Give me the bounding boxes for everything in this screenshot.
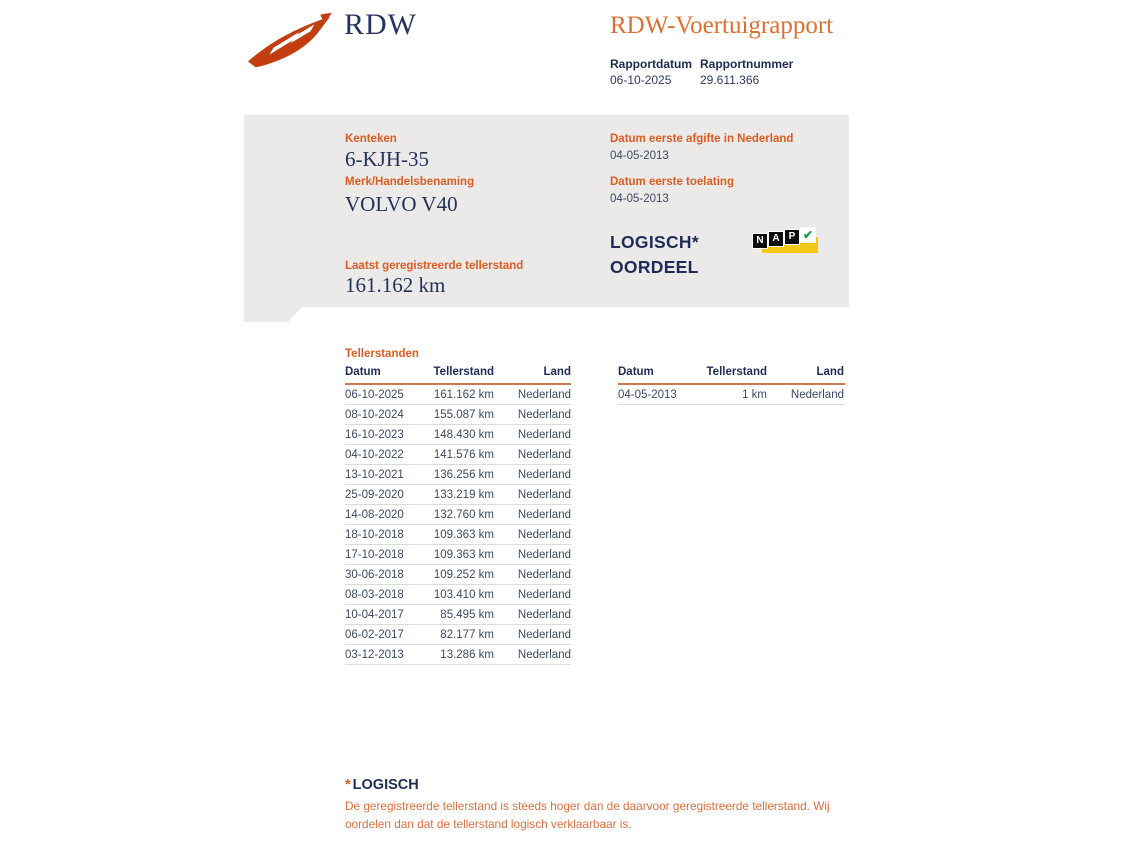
cell-datum: 03-12-2013 [345, 648, 404, 661]
cell-land: Nederland [517, 568, 571, 581]
cell-land: Nederland [517, 648, 571, 661]
report-number-value: 29.611.366 [700, 73, 760, 87]
cell-land: Nederland [517, 608, 571, 621]
cell-tellerstand: 148.430 km [433, 428, 494, 441]
cell-land: Nederland [517, 508, 571, 521]
report-date-value: 06-10-2025 [610, 73, 672, 87]
footnote-asterisk: * [345, 777, 351, 793]
cell-tellerstand: 13.286 km [440, 648, 494, 661]
cell-land: Nederland [517, 468, 571, 481]
footnote-heading [345, 777, 419, 793]
kenteken-label: Kenteken [345, 133, 397, 145]
cell-land: Nederland [517, 628, 571, 641]
cell-tellerstand: 82.177 km [440, 628, 494, 641]
cell-land: Nederland [517, 428, 571, 441]
table-row [345, 645, 571, 665]
cell-tellerstand: 85.495 km [440, 608, 494, 621]
cell-land: Nederland [517, 448, 571, 461]
column-header-tellerstand: Tellerstand [706, 366, 767, 378]
brand-wordmark: RDW [344, 8, 417, 41]
table-row [345, 625, 571, 645]
nap-check-icon: ✔ [800, 227, 816, 243]
cell-land: Nederland [517, 528, 571, 541]
column-header-datum: Datum [618, 366, 654, 378]
cell-tellerstand: 136.256 km [433, 468, 494, 481]
table-row [345, 565, 571, 585]
oordeel-text [610, 230, 699, 280]
cell-datum: 14-08-2020 [345, 508, 404, 521]
cell-datum: 04-05-2013 [618, 388, 677, 401]
column-header-land: Land [543, 366, 571, 378]
cell-datum: 18-10-2018 [345, 528, 404, 541]
table-row [345, 425, 571, 445]
oordeel-line2: OORDEEL [610, 257, 699, 277]
table-row [345, 585, 571, 605]
nap-letter-n: N [752, 233, 768, 249]
cell-land: Nederland [517, 488, 571, 501]
cell-datum: 04-10-2022 [345, 448, 404, 461]
cell-land: Nederland [517, 548, 571, 561]
eerste-toelating-value: 04-05-2013 [610, 193, 669, 205]
cell-datum: 06-02-2017 [345, 628, 404, 641]
column-header-datum: Datum [345, 366, 381, 378]
table-row [345, 465, 571, 485]
tellerstanden-table-left [345, 363, 571, 665]
table-row [345, 485, 571, 505]
cell-datum: 10-04-2017 [345, 608, 404, 621]
table-row [345, 445, 571, 465]
merk-label: Merk/Handelsbenaming [345, 176, 475, 188]
cell-tellerstand: 161.162 km [433, 388, 494, 401]
cell-datum: 06-10-2025 [345, 388, 404, 401]
footnote-text: De geregistreerde tellerstand is steeds hoger dan de daarvoor geregistreerde tellerstand. Wij oordelen dan dat de tellerstand logisch verklaarbaar is. [345, 799, 830, 831]
oordeel-line1: LOGISCH* [610, 232, 699, 252]
eerste-toelating-label: Datum eerste toelating [610, 176, 734, 188]
tellerstanden-table-right [618, 363, 845, 405]
table-row [345, 405, 571, 425]
table-body [618, 385, 845, 405]
cell-tellerstand: 141.576 km [433, 448, 494, 461]
page-title: RDW-Voertuigrapport [610, 12, 834, 39]
cell-land: Nederland [790, 388, 844, 401]
cell-datum: 25-09-2020 [345, 488, 404, 501]
cell-land: Nederland [517, 408, 571, 421]
table-body [345, 385, 571, 665]
report-date-label: Rapportdatum [610, 57, 692, 71]
cell-land: Nederland [517, 388, 571, 401]
table-header [345, 363, 571, 385]
merk-value: VOLVO V40 [345, 192, 458, 216]
tellerstanden-section-title: Tellerstanden [345, 348, 419, 360]
cell-tellerstand: 155.087 km [433, 408, 494, 421]
cell-datum: 30-06-2018 [345, 568, 404, 581]
rdw-logo-icon [246, 12, 332, 70]
cell-datum: 08-03-2018 [345, 588, 404, 601]
cell-land: Nederland [517, 588, 571, 601]
cell-datum: 13-10-2021 [345, 468, 404, 481]
laatste-tellerstand-value: 161.162 km [345, 273, 446, 297]
nap-letter-p: P [784, 229, 800, 245]
eerste-afgifte-label: Datum eerste afgifte in Nederland [610, 133, 794, 145]
nap-logo [752, 225, 818, 254]
cell-tellerstand: 109.363 km [433, 528, 494, 541]
cell-datum: 16-10-2023 [345, 428, 404, 441]
table-row [345, 545, 571, 565]
table-row [345, 525, 571, 545]
table-row [618, 385, 845, 405]
column-header-tellerstand: Tellerstand [433, 366, 494, 378]
table-row [345, 605, 571, 625]
column-header-land: Land [816, 366, 844, 378]
eerste-afgifte-value: 04-05-2013 [610, 150, 669, 162]
table-header [618, 363, 845, 385]
table-row [345, 385, 571, 405]
table-row [345, 505, 571, 525]
nap-letter-a: A [768, 231, 784, 247]
cell-tellerstand: 103.410 km [433, 588, 494, 601]
cell-datum: 17-10-2018 [345, 548, 404, 561]
report-number-label: Rapportnummer [700, 57, 794, 71]
cell-tellerstand: 109.252 km [433, 568, 494, 581]
cell-tellerstand: 132.760 km [433, 508, 494, 521]
cell-tellerstand: 133.219 km [433, 488, 494, 501]
footnote-title: LOGISCH [352, 777, 419, 793]
kenteken-value: 6-KJH-35 [345, 147, 429, 171]
cell-datum: 08-10-2024 [345, 408, 404, 421]
cell-tellerstand: 1 km [742, 388, 767, 401]
cell-tellerstand: 109.363 km [433, 548, 494, 561]
laatste-tellerstand-label: Laatst geregistreerde tellerstand [345, 260, 524, 272]
